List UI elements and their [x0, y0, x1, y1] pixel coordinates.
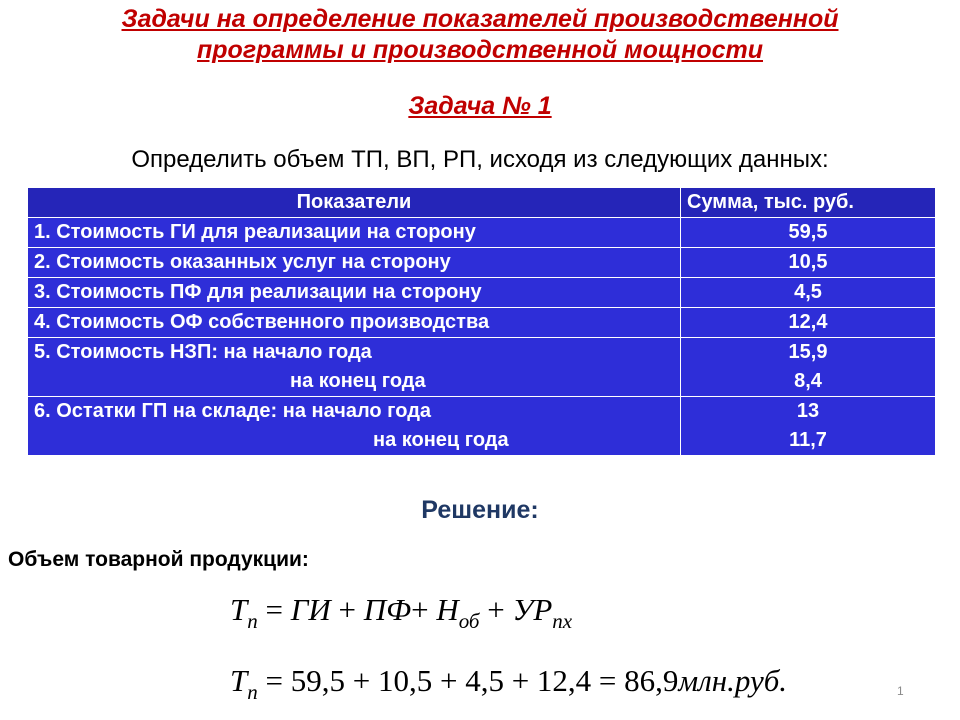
row-value-sub: 11,7 [789, 429, 827, 451]
solution-heading: Решение: [421, 496, 539, 524]
formula-plus: + [487, 592, 505, 627]
row-value: 12,4 [681, 308, 936, 338]
row-label: 6. Остатки ГП на складе: на начало года [34, 400, 432, 422]
row-label: 3. Стоимость ПФ для реализации на сторону [28, 278, 681, 308]
table-row [28, 338, 936, 397]
formula-term-pf: ПФ [363, 592, 412, 627]
formula-plus: + [338, 592, 356, 627]
formula-term-ur: УР [512, 592, 553, 627]
row-value: 10,5 [681, 248, 936, 278]
table-row [28, 218, 936, 248]
data-table [27, 187, 936, 456]
formula-calculation [230, 663, 787, 705]
formula-general [230, 592, 572, 634]
task-title: Задача № 1 [408, 92, 552, 120]
header-amount: Сумма, тыс. руб. [681, 188, 936, 218]
header-indicators: Показатели [28, 188, 681, 218]
formula-lhs-sub: п [247, 609, 258, 633]
formula-term-gi: ГИ [290, 592, 331, 627]
row-label-cell [28, 397, 681, 456]
row-value-sub: 8,4 [794, 370, 822, 392]
slide-title [0, 4, 960, 66]
row-label: 4. Стоимость ОФ собственного производства [28, 308, 681, 338]
row-label: 2. Стоимость оказанных услуг на сторону [28, 248, 681, 278]
row-value: 4,5 [681, 278, 936, 308]
table-header-row [28, 188, 936, 218]
row-value-cell [681, 397, 936, 456]
row-label: 1. Стоимость ГИ для реализации на сторону [28, 218, 681, 248]
formula-lhs-sub: п [247, 680, 258, 704]
table-row [28, 308, 936, 338]
formula-plus: + [411, 592, 429, 627]
row-value-cell [681, 338, 936, 397]
table-row [28, 397, 936, 456]
slide-title-line2: программы и производственной мощности [197, 36, 763, 64]
formula-expression: = 59,5 + 10,5 + 4,5 + 12,4 = 86,9 [265, 663, 679, 698]
formula-lhs: Т [230, 663, 248, 698]
row-label-sub: на конец года [290, 370, 426, 392]
task-statement: Определить объем ТП, ВП, РП, исходя из следующих данных: [131, 146, 829, 173]
row-label: 5. Стоимость НЗП: на начало года [34, 341, 372, 363]
table-row [28, 278, 936, 308]
formula-lhs: Т [230, 592, 248, 627]
table-row [28, 248, 936, 278]
row-value: 15,9 [788, 341, 828, 363]
slide-title-line1: Задачи на определение показателей производственной [121, 5, 839, 33]
formula-term-n: Н [436, 592, 459, 627]
row-label-cell [28, 338, 681, 397]
row-label-sub: на конец года [373, 429, 509, 451]
formula-unit: млн.руб. [678, 663, 788, 698]
row-value: 13 [796, 400, 820, 422]
row-value: 59,5 [681, 218, 936, 248]
formula-equals: = [265, 592, 283, 627]
formula-term-ur-sub: пх [552, 609, 573, 633]
page-number: 1 [897, 684, 904, 698]
volume-label: Объем товарной продукции: [8, 548, 309, 571]
formula-term-n-sub: об [458, 609, 480, 633]
